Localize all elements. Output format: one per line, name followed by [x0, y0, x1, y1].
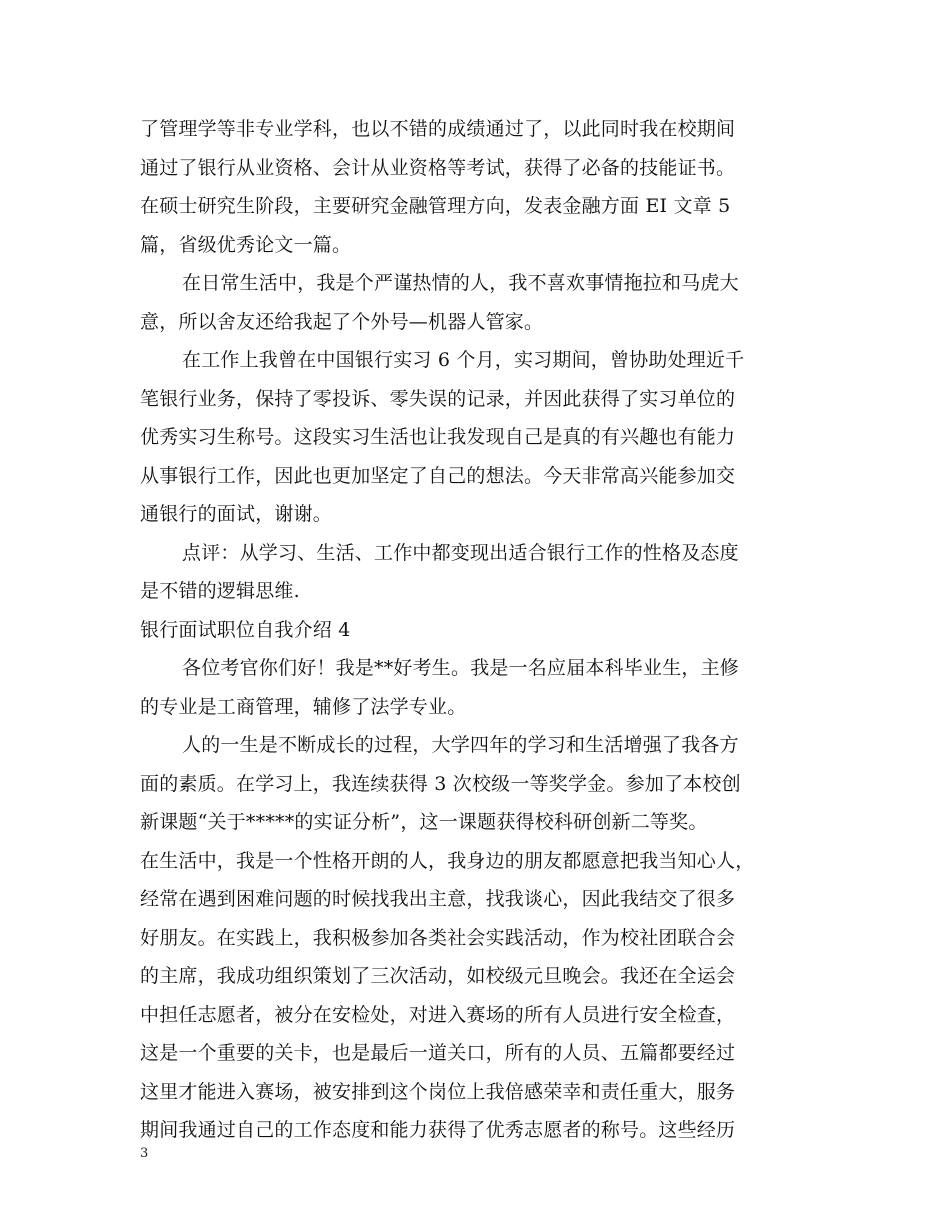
text-line: 笔银行业务，保持了零投诉、零失误的记录，并因此获得了实习单位的 — [140, 387, 736, 410]
text-line: 好朋友。在实践上，我积极参加各类社会实践活动，作为校社团联合会 — [140, 926, 736, 949]
text-line: 的主席，我成功组织策划了三次活动，如校级元旦晚会。我还在全运会 — [140, 965, 736, 987]
text-line: 面的素质。在学习上，我连续获得 3 次校级一等奖学金。参加了本校创 — [140, 772, 741, 795]
paragraph-first-line: 各位考官你们好！我是**好考生。我是一名应届本科毕业生，主修 — [182, 657, 740, 679]
text-line: 的专业是工商管理，辅修了法学专业。 — [140, 695, 467, 718]
text-line: 这里才能进入赛场，被安排到这个岗位上我倍感荣幸和责任重大，服务 — [140, 1080, 736, 1103]
paragraph-first-line: 人的一生是不断成长的过程，大学四年的学习和生活增强了我各方 — [182, 734, 739, 756]
paragraph-first-line: 点评：从学习、生活、工作中都变现出适合银行工作的性格及态度 — [182, 541, 739, 564]
text-line: 优秀实习生称号。这段实习生活也让我发现自己是真的有兴趣也有能力 — [140, 426, 736, 448]
text-line: 意，所以舍友还给我起了个外号—机器人管家。 — [140, 310, 544, 333]
text-line: 是不错的逻辑思维. — [140, 580, 300, 602]
page-number: 3 — [140, 1146, 149, 1161]
text-line: 期间我通过自己的工作态度和能力获得了优秀志愿者的称号。这些经历 — [140, 1119, 736, 1141]
paragraph-first-line: 在工作上我曾在中国银行实习 6 个月，实习期间，曾协助处理近千 — [182, 349, 745, 371]
text-line: 中担任志愿者，被分在安检处，对进入赛场的所有人员进行安全检查， — [140, 1003, 736, 1026]
text-line: 篇，省级优秀论文一篇。 — [140, 233, 352, 256]
text-line: 通银行的面试，谢谢。 — [140, 503, 333, 525]
text-line: 通过了银行从业资格、会计从业资格等考试，获得了必备的技能证书。 — [140, 156, 736, 179]
body-text — [140, 110, 820, 1150]
text-line: 在生活中，我是一个性格开朗的人，我身边的朋友都愿意把我当知心人， — [140, 849, 755, 872]
text-line: 银行面试职位自我介绍 4 — [140, 618, 351, 641]
text-line: 了管理学等非专业学科，也以不错的成绩通过了，以此同时我在校期间 — [140, 118, 736, 140]
paragraph-first-line: 在日常生活中，我是个严谨热情的人，我不喜欢事情拖拉和马虎大 — [182, 272, 739, 294]
text-line: 这是一个重要的关卡，也是最后一道关口，所有的人员、五篇都要经过 — [140, 1042, 736, 1064]
text-line: 在硕士研究生阶段，主要研究金融管理方向，发表金融方面 EI 文章 5 — [140, 195, 731, 217]
text-line: 新课题“关于*****的实证分析”，这一课题获得校科研创新二等奖。 — [140, 811, 708, 833]
text-line: 经常在遇到困难问题的时候找我出主意，找我谈心，因此我结交了很多 — [140, 888, 736, 910]
text-line: 从事银行工作，因此也更加坚定了自己的想法。今天非常高兴能参加交 — [140, 464, 736, 487]
